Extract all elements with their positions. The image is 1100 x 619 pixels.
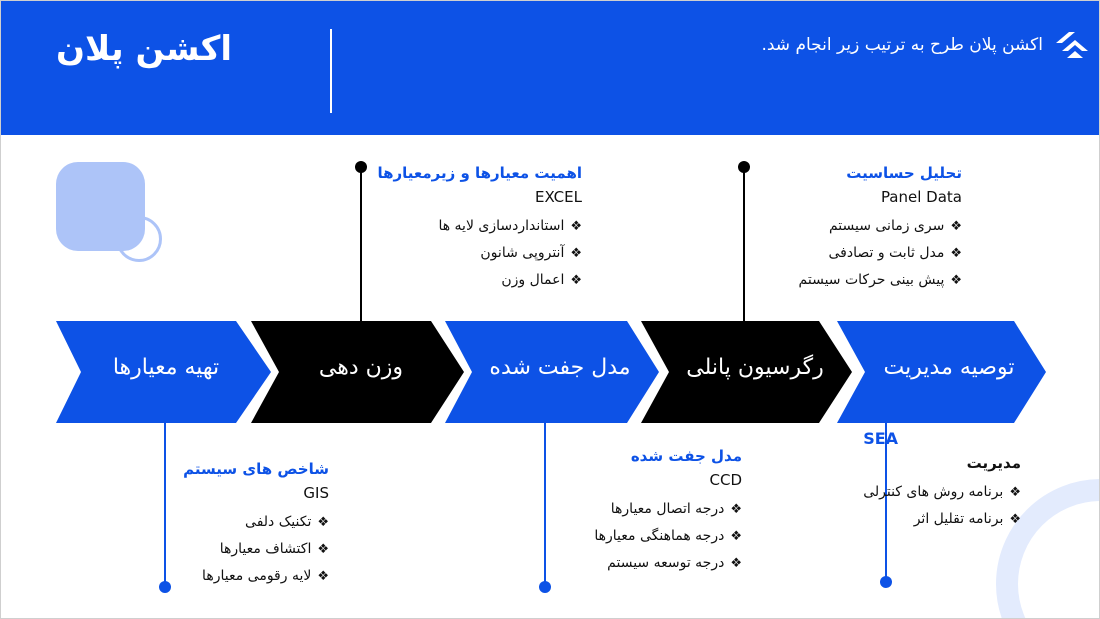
bullet-icon: ❖: [317, 569, 329, 584]
step-label-management-advice: توصیه مدیریت: [883, 355, 1015, 380]
list-item: ❖استانداردسازی لایه ها: [438, 218, 582, 234]
info-subheading: GIS: [303, 484, 329, 502]
bullet-icon: ❖: [950, 246, 962, 261]
list-item: ❖لایه رقومی معیارها: [202, 568, 329, 584]
info-heading: تحلیل حساسیت: [846, 164, 962, 182]
list-item: ❖درجه هماهنگی معیارها: [594, 528, 742, 544]
bullet-icon: ❖: [1009, 512, 1021, 527]
bullet-icon: ❖: [730, 502, 742, 517]
info-heading: اهمیت معیارها و زیرمعیارها: [377, 164, 582, 182]
info-subheading: EXCEL: [535, 188, 582, 206]
list-item: ❖تکنیک دلفی: [245, 514, 329, 530]
info-block-indicators: [183, 457, 329, 590]
bullet-icon: ❖: [950, 219, 962, 234]
list-item: ❖درجه توسعه سیستم: [607, 555, 742, 571]
info-block-coupled: [594, 444, 742, 577]
list-item: ❖برنامه تقلیل اثر: [913, 511, 1021, 527]
list-item: ❖درجه اتصال معیارها: [610, 501, 742, 517]
list-item: ❖اکتشاف معیارها: [219, 541, 329, 557]
bullet-icon: ❖: [570, 246, 582, 261]
list-item: ❖پیش بینی حرکات سیستم: [798, 272, 962, 288]
list-item: ❖آنتروپی شانون: [480, 245, 582, 261]
header-subtitle: اکشن پلان طرح به ترتیب زیر انجام شد.: [761, 35, 1043, 55]
step-label-coupled-model: مدل جفت شده: [489, 355, 631, 380]
bullet-icon: ❖: [317, 542, 329, 557]
bullet-icon: ❖: [730, 556, 742, 571]
bullet-icon: ❖: [570, 219, 582, 234]
bullet-icon: ❖: [730, 529, 742, 544]
bullet-icon: ❖: [317, 515, 329, 530]
step-label-weighting: وزن دهی: [318, 355, 404, 380]
list-item: ❖سری زمانی سیستم: [828, 218, 962, 234]
bullet-icon: ❖: [1009, 485, 1021, 500]
list-item: ❖برنامه روش های کنترلی: [863, 484, 1021, 500]
info-subheading: مدیریت: [966, 454, 1021, 472]
info-block-sensitivity: [799, 161, 962, 294]
info-heading: SEA: [863, 429, 899, 448]
info-heading: شاخص های سیستم: [183, 460, 329, 478]
step-label-prepare-criteria: تهیه معیارها: [112, 355, 220, 380]
info-heading: مدل جفت شده: [630, 447, 742, 465]
bullet-icon: ❖: [950, 273, 962, 288]
bullet-icon: ❖: [570, 273, 582, 288]
info-block-weights: [377, 161, 582, 294]
step-label-panel-regression: رگرسیون پانلی: [686, 355, 824, 380]
list-item: ❖مدل ثابت و تصادفی: [828, 245, 962, 261]
info-subheading: CCD: [709, 471, 742, 489]
page-title: اکشن پلان: [56, 29, 233, 69]
list-item: ❖اعمال وزن: [501, 272, 582, 288]
info-subheading: Panel Data: [880, 188, 962, 206]
info-block-management: [863, 427, 1021, 533]
